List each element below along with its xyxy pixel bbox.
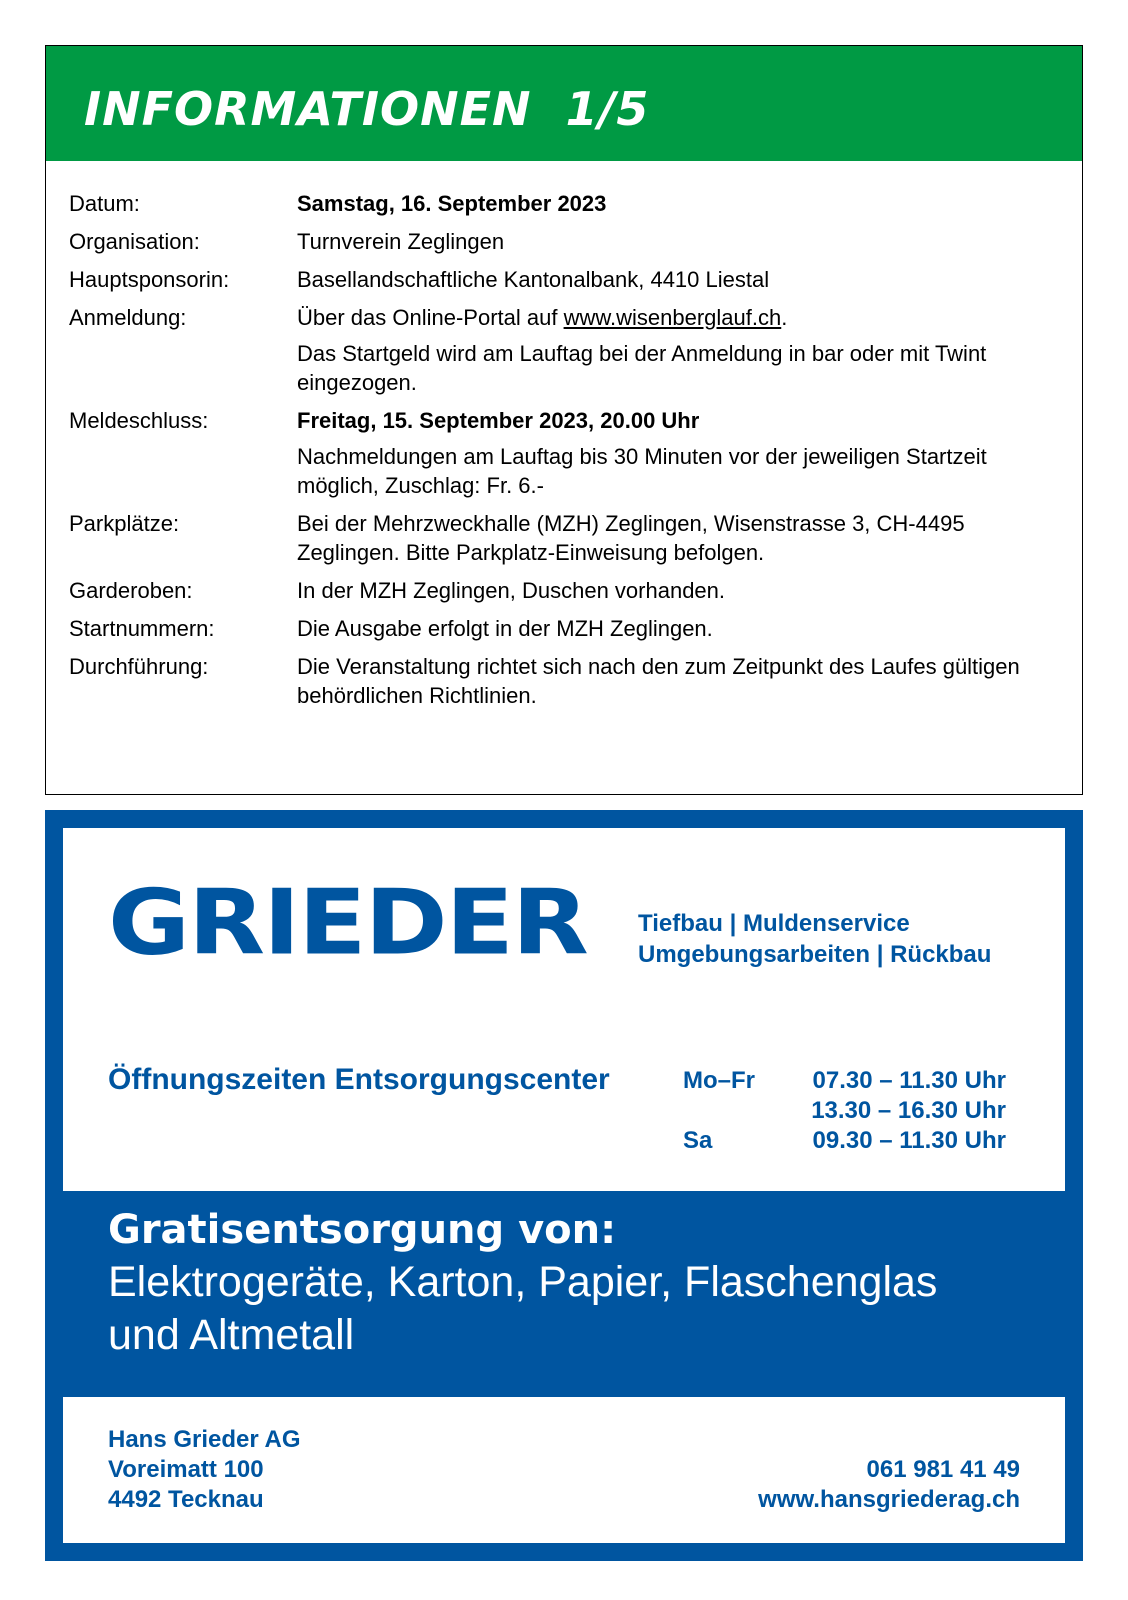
information-box [45,45,1083,795]
information-list [69,189,1059,719]
hours-row [683,1066,1006,1096]
registration-text-end: . [781,305,788,330]
info-label: Durchführung: [69,654,209,679]
info-value [297,406,1059,500]
deadline-note: Nachmeldungen am Lauftag bis 30 Minuten vor der jeweiligen Startzeit möglich, Zuschlag: Fr. 6.- [297,444,987,498]
info-label: Organisation: [69,229,200,254]
info-label: Meldeschluss: [69,408,209,433]
info-label: Parkplätze: [69,511,180,536]
info-row-organisation [69,227,1059,256]
services-line: Umgebungsarbeiten | Rückbau [638,941,992,968]
info-value: Bei der Mehrzweckhalle (MZH) Zeglingen, Wisenstrasse 3, CH-4495 Zeglingen. Bitte Parkplatz-Einweisung befolgen. [297,511,965,565]
info-row-execution [69,652,1059,710]
info-row-date [69,189,1059,218]
company-street: Voreimatt 100 [108,1456,264,1483]
services-line: Tiefbau | Muldenservice [638,910,910,937]
info-row-cloakrooms [69,576,1059,605]
grieder-logo: GRIEDER [108,869,587,976]
hours-row [683,1096,1006,1126]
opening-hours-table [683,1066,1006,1156]
information-header [46,46,1082,161]
info-row-start-numbers [69,614,1059,643]
information-title: INFORMATIONEN 1/5 [84,82,650,136]
grieder-advertisement [45,810,1083,1561]
info-value: Turnverein Zeglingen [297,229,505,254]
promo-line: und Altmetall [108,1311,355,1359]
hours-day: Sa [683,1127,713,1154]
info-row-sponsor [69,265,1059,294]
info-value: Samstag, 16. September 2023 [297,191,607,216]
company-website[interactable]: www.hansgriederag.ch [758,1486,1020,1513]
promo-title: Gratisentsorgung von: [108,1207,617,1253]
info-value: In der MZH Zeglingen, Duschen vorhanden. [297,578,726,603]
company-phone[interactable]: 061 981 41 49 [866,1456,1020,1483]
ad-top-panel [63,828,1065,1191]
deadline-date: Freitag, 15. September 2023, 20.00 Uhr [297,408,700,433]
company-contact [758,1455,1020,1515]
hours-time: 13.30 – 16.30 Uhr [811,1097,1006,1124]
info-row-deadline [69,406,1059,500]
info-value: Die Veranstaltung richtet sich nach den zum Zeitpunkt des Laufes gültigen behördlichen Richtlinien. [297,654,1020,708]
registration-link[interactable]: www.wisenberglauf.ch [563,305,782,330]
info-row-registration [69,303,1059,397]
promo-line: Elektrogeräte, Karton, Papier, Flaschenglas [108,1258,938,1306]
info-value [297,303,1059,397]
hours-row [683,1126,1006,1156]
info-label: Datum: [69,191,140,216]
hours-time: 07.30 – 11.30 Uhr [812,1067,1006,1094]
hours-day: Mo–Fr [683,1067,755,1094]
info-label: Hauptsponsorin: [69,267,230,292]
info-label: Startnummern: [69,616,215,641]
registration-note: Das Startgeld wird am Lauftag bei der Anmeldung in bar oder mit Twint eingezogen. [297,341,987,395]
free-disposal-promo [108,1205,937,1361]
info-label: Anmeldung: [69,305,187,330]
company-address [108,1425,301,1515]
company-city: 4492 Tecknau [108,1486,264,1513]
company-name: Hans Grieder AG [108,1426,301,1453]
registration-text: Über das Online-Portal auf [297,305,564,330]
info-value: Basellandschaftliche Kantonalbank, 4410 Liestal [297,267,770,292]
services-list [638,908,991,970]
info-row-parking [69,509,1059,567]
info-value: Die Ausgabe erfolgt in der MZH Zeglingen. [297,616,713,641]
opening-hours-title: Öffnungszeiten Entsorgungscenter [108,1063,610,1096]
info-label: Garderoben: [69,578,193,603]
hours-time: 09.30 – 11.30 Uhr [812,1127,1006,1154]
hours-day [683,1096,801,1126]
ad-contact-panel [63,1397,1065,1543]
